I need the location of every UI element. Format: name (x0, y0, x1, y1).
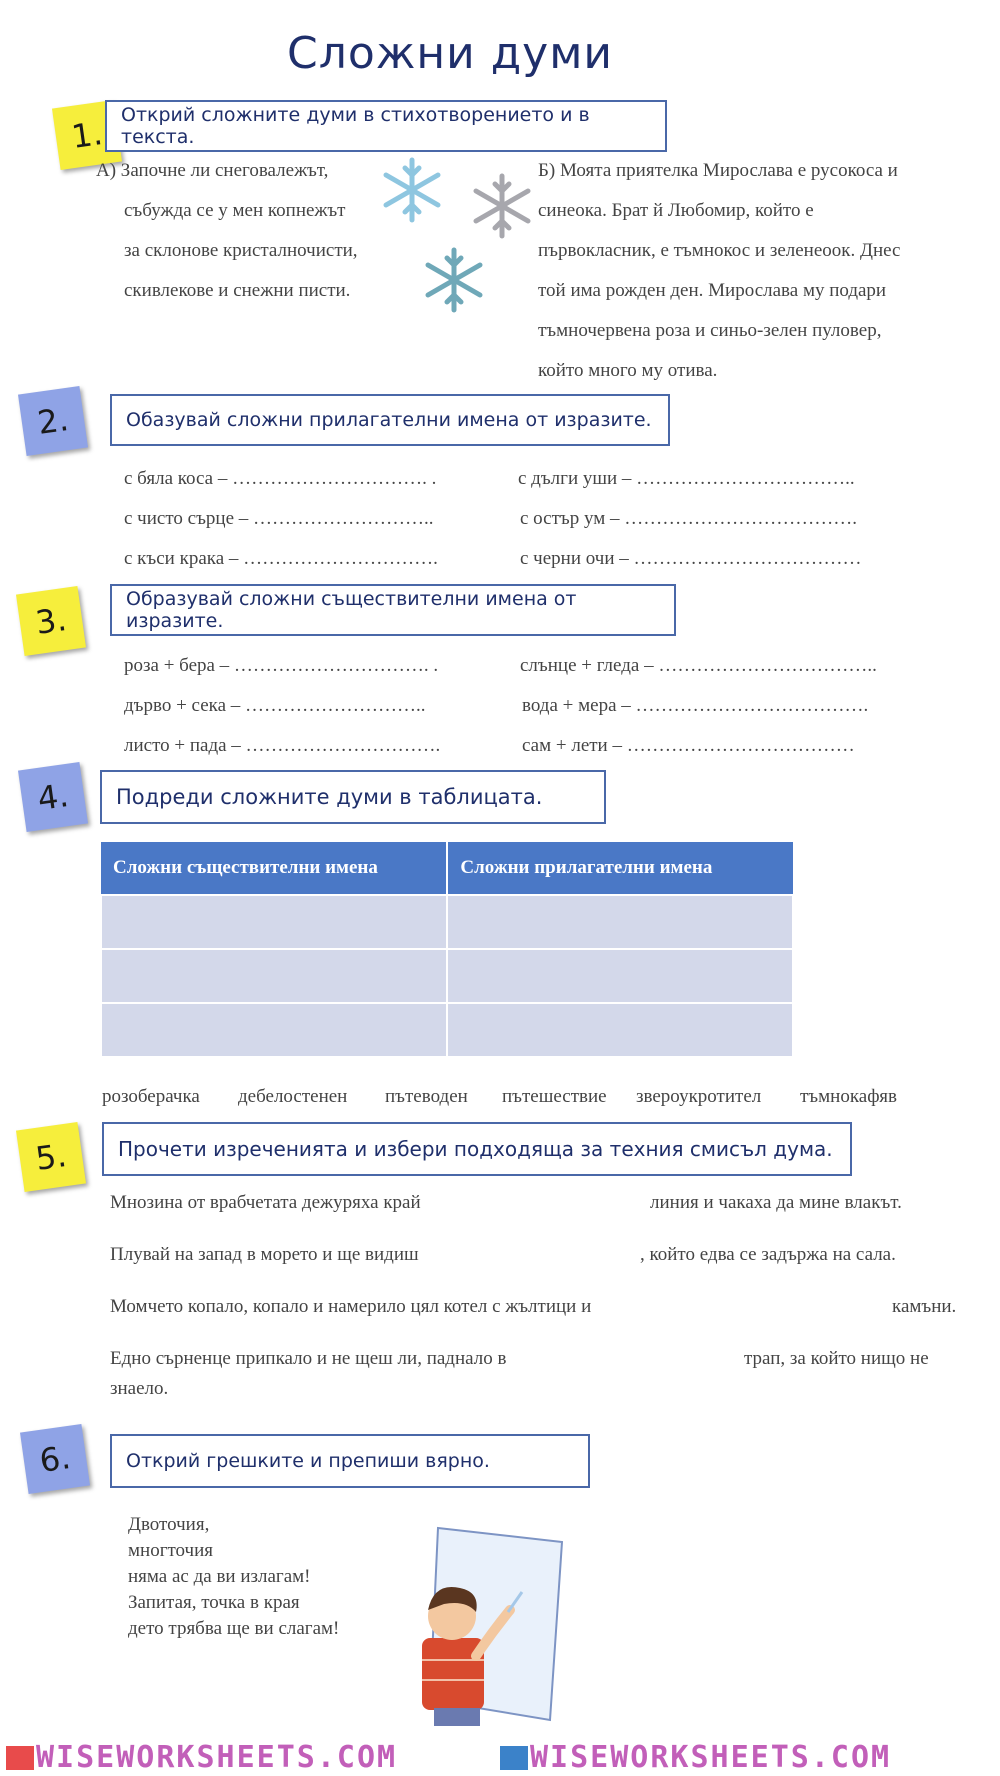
table-header: Сложни съществителни имена (101, 842, 447, 895)
table-row (101, 1003, 793, 1057)
sentence-after: трап, за който нищо не (744, 1348, 929, 1369)
text-b-line: който много му отива. (538, 360, 718, 381)
instruction-4: Подреди сложните думи в таблицата. (100, 770, 606, 824)
section-number-5: 5. (16, 1122, 86, 1192)
text-b-line: той има рожден ден. Мирослава му подари (538, 280, 887, 301)
exercise-item[interactable]: с черни очи – ……………………………… (520, 548, 862, 569)
exercise-item[interactable]: вода + мера – ………………………………. (522, 695, 869, 716)
table-cell[interactable] (101, 1003, 447, 1057)
text-b-line: тъмночервена роза и синьо-зелен пуловер, (538, 320, 882, 341)
table-cell[interactable] (447, 1003, 793, 1057)
answer-blank[interactable] (580, 1346, 740, 1372)
section-number-4: 4. (18, 762, 88, 832)
instruction-1: Открий сложните думи в стихотворението и в текста. (105, 100, 667, 152)
sentence-after: , който едва се задържа на сала. (640, 1244, 896, 1265)
section-number-2: 2. (18, 386, 88, 456)
answer-blank[interactable] (680, 1294, 890, 1320)
sentence-before: Плувай на запад в морето и ще видиш (110, 1244, 419, 1265)
logo-icon (500, 1746, 528, 1770)
word-bank-item[interactable]: розоберачка (102, 1086, 200, 1107)
poem6-line: дето трябва ще ви слагам! (128, 1618, 340, 1639)
sentence-after: линия и чакаха да мине влакът. (650, 1192, 902, 1213)
table-cell[interactable] (101, 949, 447, 1003)
table-header: Сложни прилагателни имена (447, 842, 793, 895)
table-row (101, 949, 793, 1003)
table-row (101, 895, 793, 949)
exercise-item[interactable]: роза + бера – …………………………. . (124, 655, 439, 676)
sentence-before: Едно сърненце припкало и не щеш ли, паднало в (110, 1348, 507, 1369)
word-bank-item[interactable]: пътеводен (385, 1086, 468, 1107)
text-b-line: синеока. Брат й Любомир, който е (538, 200, 814, 221)
footer-brand: WISEWORKSHEETS.COM (36, 1740, 398, 1775)
table-cell[interactable] (447, 949, 793, 1003)
exercise-item[interactable]: с остър ум – ………………………………. (520, 508, 857, 529)
exercise-item[interactable]: с къси крака – …………………………. (124, 548, 438, 569)
section-number-6: 6. (20, 1424, 90, 1494)
exercise-item[interactable]: с дълги уши – …………………………….. (518, 468, 855, 489)
sentence-before: Мнозина от врабчетата дежуряха край (110, 1192, 421, 1213)
text-b-line: Б) Моята приятелка Мирослава е русокоса и (538, 160, 898, 181)
exercise-item[interactable]: сам + лети – ……………………………… (522, 735, 855, 756)
poem-line: събужда се у мен копнежът (124, 200, 346, 221)
table-cell[interactable] (101, 895, 447, 949)
section-number-3: 3. (16, 586, 86, 656)
snowflake-icon (420, 246, 488, 314)
instruction-2: Обазувай сложни прилагателни имена от изразите. (110, 394, 670, 446)
exercise-item[interactable]: слънце + гледа – …………………………….. (520, 655, 877, 676)
exercise-item[interactable]: с бяла коса – …………………………. . (124, 468, 437, 489)
word-bank-item[interactable]: тъмнокафяв (800, 1086, 897, 1107)
instruction-5: Прочети изреченията и избери подходяща за техния смисъл дума. (102, 1122, 852, 1176)
page-title: Сложни думи (286, 28, 613, 79)
table-cell[interactable] (447, 895, 793, 949)
logo-icon (6, 1746, 34, 1770)
poem6-line: няма ас да ви излагам! (128, 1566, 311, 1587)
sentence-continuation: знаело. (110, 1378, 169, 1399)
section-number-1: 1. (52, 100, 122, 170)
sort-table (100, 842, 794, 1058)
answer-blank[interactable] (478, 1190, 646, 1216)
exercise-item[interactable]: с чисто сърце – ……………………….. (124, 508, 434, 529)
poem6-line: Двоточия, (128, 1514, 210, 1535)
text-b-line: първокласник, е тъмнокос и зеленеоок. Днес (538, 240, 901, 261)
answer-blank[interactable] (478, 1242, 638, 1268)
snowflake-icon (468, 172, 536, 240)
footer-brand: WISEWORKSHEETS.COM (530, 1740, 892, 1775)
boy-drawing-illustration (400, 1520, 570, 1730)
sentence-before: Момчето копало, копало и намерило цял котел с жълтици и (110, 1296, 592, 1317)
word-bank-item[interactable]: звероукротител (636, 1086, 762, 1107)
poem-line: А) Започне ли снеговалежът, (96, 160, 329, 181)
poem6-line: Запитая, точка в края (128, 1592, 300, 1613)
sentence-after: камъни. (892, 1296, 957, 1317)
instruction-3: Образувай сложни съществителни имена от изразите. (110, 584, 676, 636)
poem-line: скивлекове и снежни писти. (124, 280, 351, 301)
poem6-line: многточия (128, 1540, 214, 1561)
exercise-item[interactable]: дърво + сека – ……………………….. (124, 695, 426, 716)
poem-line: за склонове кристалночисти, (124, 240, 358, 261)
snowflake-icon (378, 156, 446, 224)
footer-banner (0, 1740, 1000, 1776)
word-bank-item[interactable]: пътешествие (502, 1086, 607, 1107)
instruction-6: Открий грешките и препиши вярно. (110, 1434, 590, 1488)
exercise-item[interactable]: листо + пада – …………………………. (124, 735, 441, 756)
word-bank-item[interactable]: дебелостенен (238, 1086, 348, 1107)
